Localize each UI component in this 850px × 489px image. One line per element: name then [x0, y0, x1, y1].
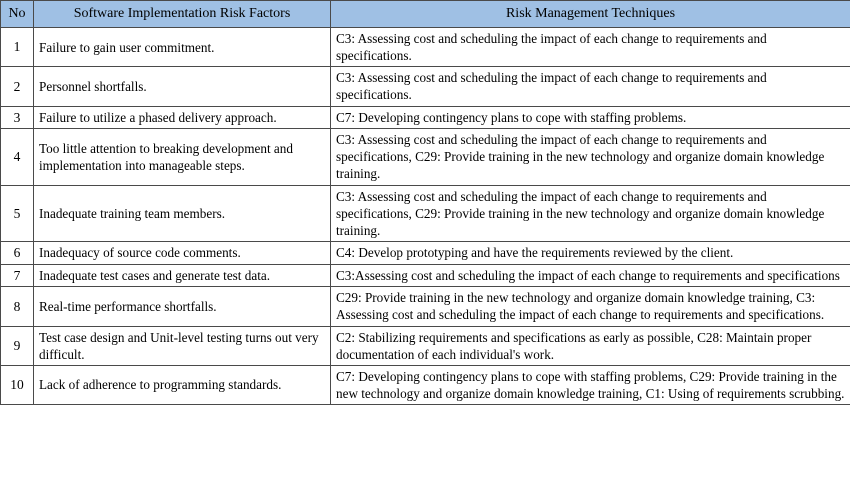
- cell-no: 3: [1, 106, 34, 129]
- table-row: [1, 185, 850, 241]
- cell-risk-factor: Real-time performance shortfalls.: [34, 287, 331, 326]
- table-row: [1, 106, 850, 129]
- cell-risk-factor: Failure to gain user commitment.: [34, 28, 331, 67]
- table-row: [1, 264, 850, 287]
- cell-risk-factor: Too little attention to breaking development and implementation into manageable steps.: [34, 129, 331, 185]
- column-header-risk-management-techniques: Risk Management Techniques: [331, 1, 850, 28]
- table-row: [1, 129, 850, 185]
- table-body: [1, 28, 850, 405]
- cell-risk-factor: Personnel shortfalls.: [34, 67, 331, 106]
- cell-risk-factor: Test case design and Unit-level testing turns out very difficult.: [34, 326, 331, 365]
- cell-no: 10: [1, 365, 34, 404]
- table-row: [1, 326, 850, 365]
- cell-risk-technique: C7: Developing contingency plans to cope with staffing problems, C29: Provide training in the new technology and organize domain knowledge training, C1: Using of requirements scrubbing.: [331, 365, 850, 404]
- cell-risk-factor: Failure to utilize a phased delivery approach.: [34, 106, 331, 129]
- cell-no: 4: [1, 129, 34, 185]
- header-row: [1, 1, 850, 28]
- cell-risk-factor: Lack of adherence to programming standards.: [34, 365, 331, 404]
- cell-risk-technique: C3: Assessing cost and scheduling the impact of each change to requirements and specifications, C29: Provide training in the new technology and organize domain knowledge training.: [331, 185, 850, 241]
- cell-risk-technique: C3: Assessing cost and scheduling the impact of each change to requirements and specifications.: [331, 28, 850, 67]
- cell-risk-factor: Inadequate training team members.: [34, 185, 331, 241]
- column-header-risk-factors: Software Implementation Risk Factors: [34, 1, 331, 28]
- table-row: [1, 242, 850, 265]
- cell-no: 6: [1, 242, 34, 265]
- table-row: [1, 287, 850, 326]
- column-header-no: No: [1, 1, 34, 28]
- cell-risk-factor: Inadequate test cases and generate test data.: [34, 264, 331, 287]
- cell-risk-technique: C3:Assessing cost and scheduling the impact of each change to requirements and specifications: [331, 264, 850, 287]
- cell-risk-technique: C2: Stabilizing requirements and specifications as early as possible, C28: Maintain proper documentation of each individual's work.: [331, 326, 850, 365]
- cell-no: 7: [1, 264, 34, 287]
- cell-risk-technique: C4: Develop prototyping and have the requirements reviewed by the client.: [331, 242, 850, 265]
- cell-risk-factor: Inadequacy of source code comments.: [34, 242, 331, 265]
- cell-no: 2: [1, 67, 34, 106]
- table-header: [1, 1, 850, 28]
- cell-risk-technique: C29: Provide training in the new technology and organize domain knowledge training, C3: Assessing cost and scheduling the impact of each change to requirements and specifications.: [331, 287, 850, 326]
- cell-no: 8: [1, 287, 34, 326]
- cell-no: 5: [1, 185, 34, 241]
- table-row: [1, 28, 850, 67]
- table-row: [1, 67, 850, 106]
- cell-no: 1: [1, 28, 34, 67]
- cell-risk-technique: C3: Assessing cost and scheduling the impact of each change to requirements and specifications, C29: Provide training in the new technology and organize domain knowledge training.: [331, 129, 850, 185]
- cell-risk-technique: C3: Assessing cost and scheduling the impact of each change to requirements and specifications.: [331, 67, 850, 106]
- cell-no: 9: [1, 326, 34, 365]
- table-row: [1, 365, 850, 404]
- cell-risk-technique: C7: Developing contingency plans to cope with staffing problems.: [331, 106, 850, 129]
